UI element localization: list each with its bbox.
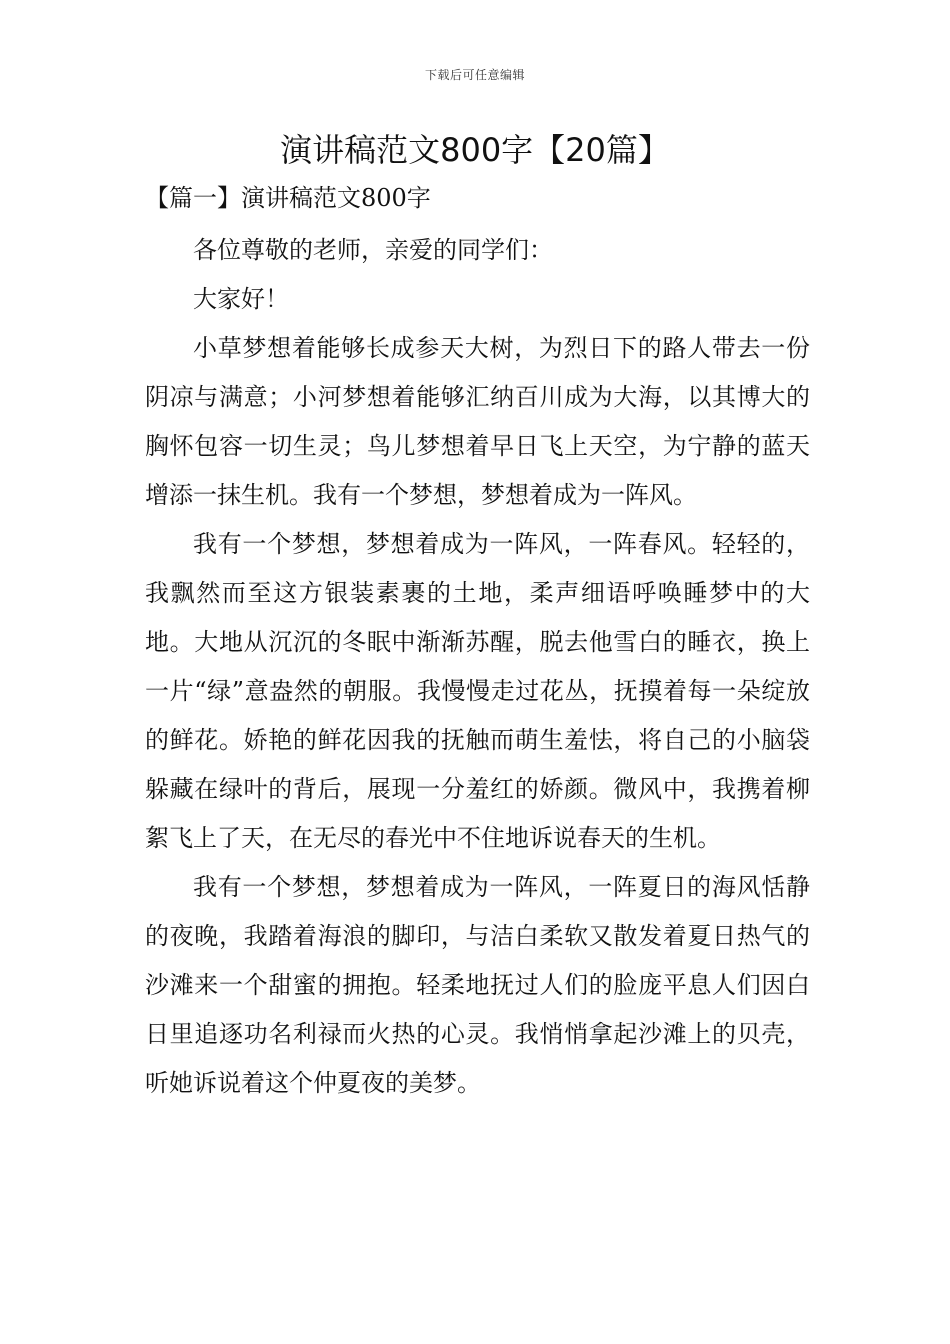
body-paragraph: 小草梦想着能够长成参天大树，为烈日下的路人带去一份阴凉与满意；小河梦想着能够汇纳百川成为大海，以其博大的胸怀包容一切生灵；鸟儿梦想着早日飞上天空，为宁静的蓝天增添一抹生机。我有一个梦想，梦想着成为一阵风。 <box>145 334 810 509</box>
salutation-paragraph: 各位尊敬的老师，亲爱的同学们： <box>193 236 553 264</box>
section-heading: 【篇一】演讲稿范文800字 <box>145 184 431 212</box>
body-text <box>145 226 810 1108</box>
greeting-paragraph: 大家好！ <box>193 285 289 313</box>
document-title: 演讲稿范文800字【20篇】 <box>280 131 670 169</box>
body-paragraph: 我有一个梦想，梦想着成为一阵风，一阵夏日的海风恬静的夜晚，我踏着海浪的脚印，与洁白柔软又散发着夏日热气的沙滩来一个甜蜜的拥抱。轻柔地抚过人们的脸庞平息人们因白日里追逐功名利禄而火热的心灵。我悄悄拿起沙滩上的贝壳，听她诉说着这个仲夏夜的美梦。 <box>145 873 810 1097</box>
body-paragraph: 我有一个梦想，梦想着成为一阵风，一阵春风。轻轻的，我飘然而至这方银装素裹的土地，柔声细语呼唤睡梦中的大地。大地从沉沉的冬眠中渐渐苏醒，脱去他雪白的睡衣，换上一片“绿”意盎然的朝服。我慢慢走过花丛，抚摸着每一朵绽放的鲜花。娇艳的鲜花因我的抚触而萌生羞怯，将自己的小脑袋躲藏在绿叶的背后，展现一分羞红的娇颜。微风中，我携着柳絮飞上了天，在无尽的春光中不住地诉说春天的生机。 <box>145 530 810 852</box>
page-header-note: 下载后可任意编辑 <box>424 68 525 82</box>
